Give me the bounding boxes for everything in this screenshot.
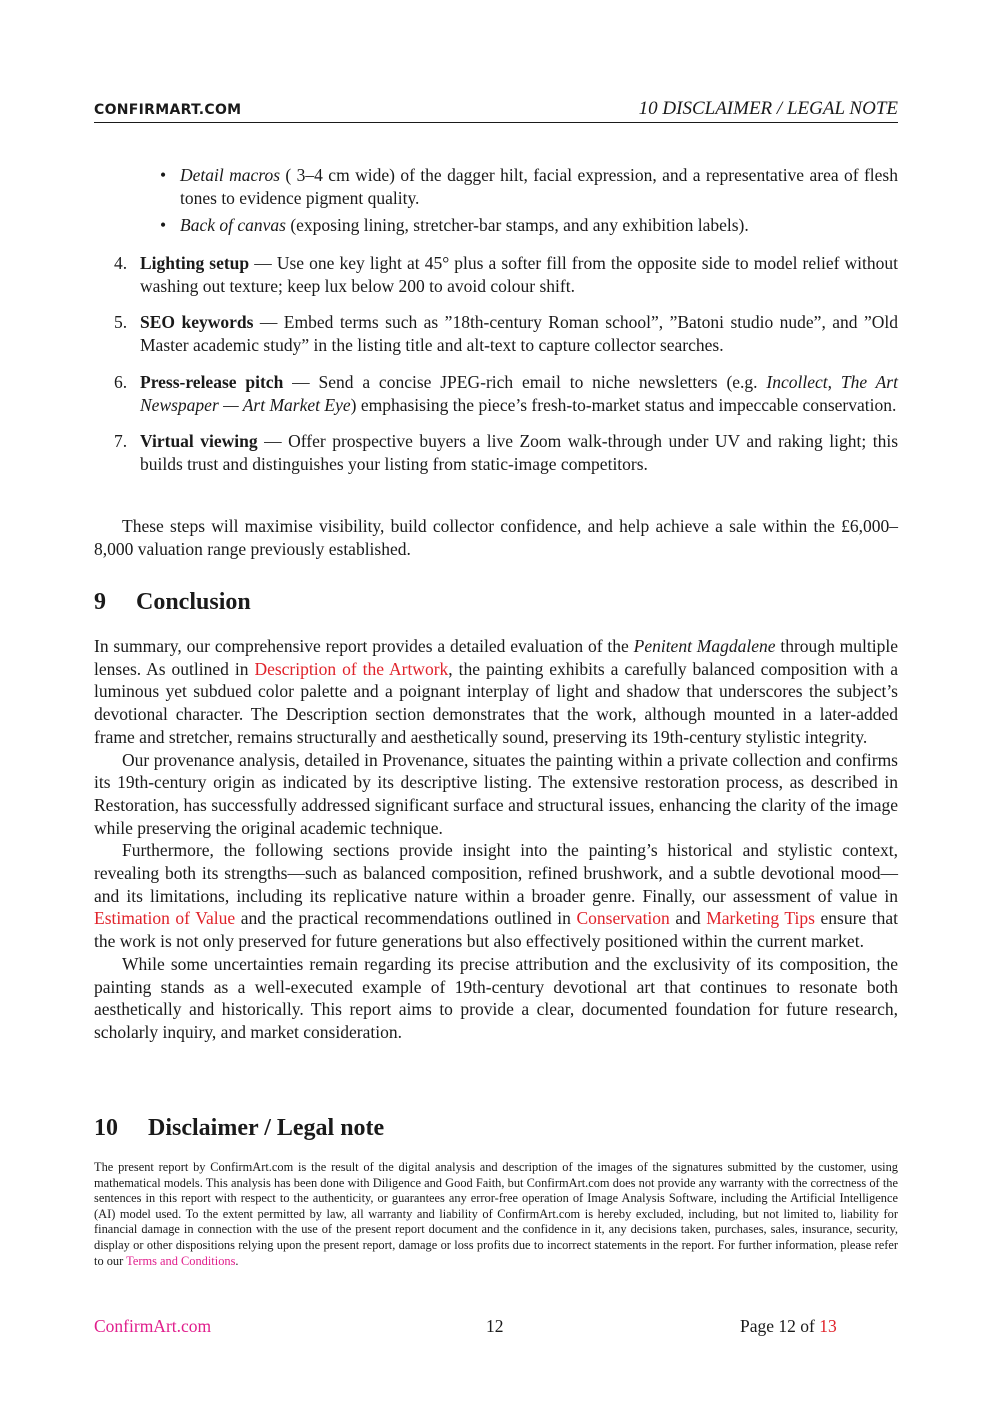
text-run: . xyxy=(235,1253,239,1268)
section-title: Disclaimer / Legal note xyxy=(148,1115,385,1141)
summary-text: These steps will maximise visibility, build collector confidence, and help achieve a sale within the £6,000–8,000 valuation range previously established. xyxy=(94,516,898,559)
text-run: Furthermore, the following sections provide insight into the painting’s historical and stylistic context, revealing both its strengths—such as balanced composition, refined brushwork, and a subtle devotional mood—and its limitations, including its replicative nature within a broader genre. Finally, our assessment of value in xyxy=(94,840,898,906)
step-text: — Send a concise JPEG-rich email to niche newsletters (e.g. xyxy=(283,371,767,392)
footer-total-pages-link[interactable]: 13 xyxy=(819,1316,837,1336)
step-label: Lighting setup xyxy=(140,253,250,273)
step-number: 4. xyxy=(114,253,128,273)
step-number: 6. xyxy=(114,371,128,392)
publication-name: The Art Newspaper — Art Market Eye xyxy=(140,371,898,415)
conclusion-paragraph-3 xyxy=(94,839,898,953)
step-label: Press-release pitch xyxy=(140,371,284,392)
step-label: SEO keywords xyxy=(140,312,254,333)
step-text: — Use one key light at 45° plus a softer fill from the opposite side to model relief without washing out texture; keep lux below 200 to avoid colour shift. xyxy=(140,253,899,296)
bullet-back-of-canvas xyxy=(94,214,898,237)
link-conservation[interactable]: Conservation xyxy=(576,908,670,929)
step-number: 7. xyxy=(114,431,128,452)
conclusion-paragraph-1 xyxy=(94,635,898,749)
footer-site-link[interactable]: ConfirmArt.com xyxy=(94,1316,212,1336)
conclusion-paragraph-2: Our provenance analysis, detailed in Provenance, situates the painting within a private collection and confirms its 19th-century origin as indicated by its descriptive listing. The extensive restoration process, as described in Restoration, has successfully addressed significant surface and structural issues, enhancing the clarity of the image while preserving the original academic technique. xyxy=(94,749,898,838)
text-run: Page 12 of xyxy=(740,1316,820,1336)
text-run: , the painting exhibits a carefully balanced composition with a luminous yet subdued color palette and a poignant interplay of light and shadow that underscores the subject’s devotional character. The Description section demonstrates that the work, although mounted in a later-added frame and stretcher, remains structurally and aesthetically sound, preserving its 19th-century stylistic integrity. xyxy=(94,658,899,747)
section-number: 10 xyxy=(94,1115,118,1141)
bullet-text: ( 3–4 cm wide) of the dagger hilt, facial expression, and a representative area of flesh tones to evidence pigment quality. xyxy=(180,165,898,208)
text-run: and xyxy=(669,908,707,929)
artwork-title: Penitent Magdalene xyxy=(633,636,776,656)
running-header xyxy=(94,98,898,123)
text-run: ensure that the work is not only preserved for future generations but also effectively positioned within the current market. xyxy=(94,908,898,952)
photo-bullet-list xyxy=(94,164,898,242)
footer-page-of xyxy=(740,1316,837,1337)
publication-name: Incollect xyxy=(766,371,828,392)
section-number: 9 xyxy=(94,589,106,615)
text-run: through multiple lenses. As outlined in xyxy=(94,636,898,679)
section-heading-conclusion xyxy=(94,589,898,616)
step-text: , xyxy=(827,371,841,392)
text-run: and the practical recommendations outlined in xyxy=(235,908,577,929)
text-run: In summary, our comprehensive report provides a detailed evaluation of the xyxy=(94,636,634,656)
link-estimation-of-value[interactable]: Estimation of Value xyxy=(94,908,236,929)
summary-paragraph xyxy=(94,515,898,560)
bullet-text: (exposing lining, stretcher-bar stamps, and any exhibition labels). xyxy=(285,215,749,236)
step-text: — Offer prospective buyers a live Zoom walk-through under UV and raking light; this builds trust and distinguishes your listing from static-image competitors. xyxy=(140,431,899,474)
conclusion-paragraph-4: While some uncertainties remain regarding its precise attribution and the exclusivity of its composition, the painting stands as a well-executed example of 19th-century devotional art that continues to resonate both aesthetically and historically. This report aims to provide a clear, documented foundation for future research, scholarly inquiry, and market consideration. xyxy=(94,953,898,1042)
bullet-detail-macros xyxy=(94,164,898,209)
footer-page-number: 12 xyxy=(486,1316,504,1336)
step-seo-keywords xyxy=(94,311,898,356)
step-number: 5. xyxy=(114,312,128,333)
text-run: The present report by ConfirmArt.com is the result of the digital analysis and description of the images of the signatures submitted by the customer, using mathematical models. This analysis has been done with Diligence and Good Faith, but ConfirmArt.com does not provide any warranty with the correctness of the sentences in this report with respect to the authenticity, or guarantees any error-free operation of Image Analysis Software, including the Artificial Intelligence (AI) model used. To the extent permitted by law, all warranty and liability of ConfirmArt.com is hereby excluded, including, but not limited to, liability for financial damage in connection with the use of the present report document and the confidence in it, any decisions taken, purchases, sales, insurance, security, display or other dispositions relying upon the present report, damage or loss profits due to incorrect statements in the report. For further information, please refer to our xyxy=(94,1160,898,1268)
running-section-title: 10 DISCLAIMER / LEGAL NOTE xyxy=(638,98,898,119)
marketing-steps-list xyxy=(94,252,898,490)
bullet-dot-icon: • xyxy=(160,165,167,185)
link-terms-and-conditions[interactable]: Terms and Conditions xyxy=(126,1253,236,1268)
conclusion-body xyxy=(94,635,898,1044)
step-lighting-setup xyxy=(94,252,898,297)
bullet-label: Back of canvas xyxy=(180,215,286,236)
confirmart-logo: CONFIRMART.COM xyxy=(94,102,242,118)
link-description-of-artwork[interactable]: Description of the Artwork xyxy=(254,658,449,679)
disclaimer-text xyxy=(94,1160,898,1269)
page-footer xyxy=(94,1316,898,1340)
step-text: — Embed terms such as ”18th-century Roman school”, ”Batoni studio nude”, and ”Old Master academic study” in the listing title and alt-text to capture collector searches. xyxy=(140,312,898,356)
section-title: Conclusion xyxy=(136,589,251,615)
step-text: ) emphasising the piece’s fresh-to-market status and impeccable conservation. xyxy=(350,394,897,415)
step-label: Virtual viewing xyxy=(140,431,258,452)
bullet-dot-icon: • xyxy=(160,215,167,236)
bullet-label: Detail macros xyxy=(180,165,281,185)
link-marketing-tips[interactable]: Marketing Tips xyxy=(706,908,815,929)
step-virtual-viewing xyxy=(94,430,898,475)
section-heading-disclaimer xyxy=(94,1115,898,1142)
step-press-release-pitch xyxy=(94,371,898,416)
